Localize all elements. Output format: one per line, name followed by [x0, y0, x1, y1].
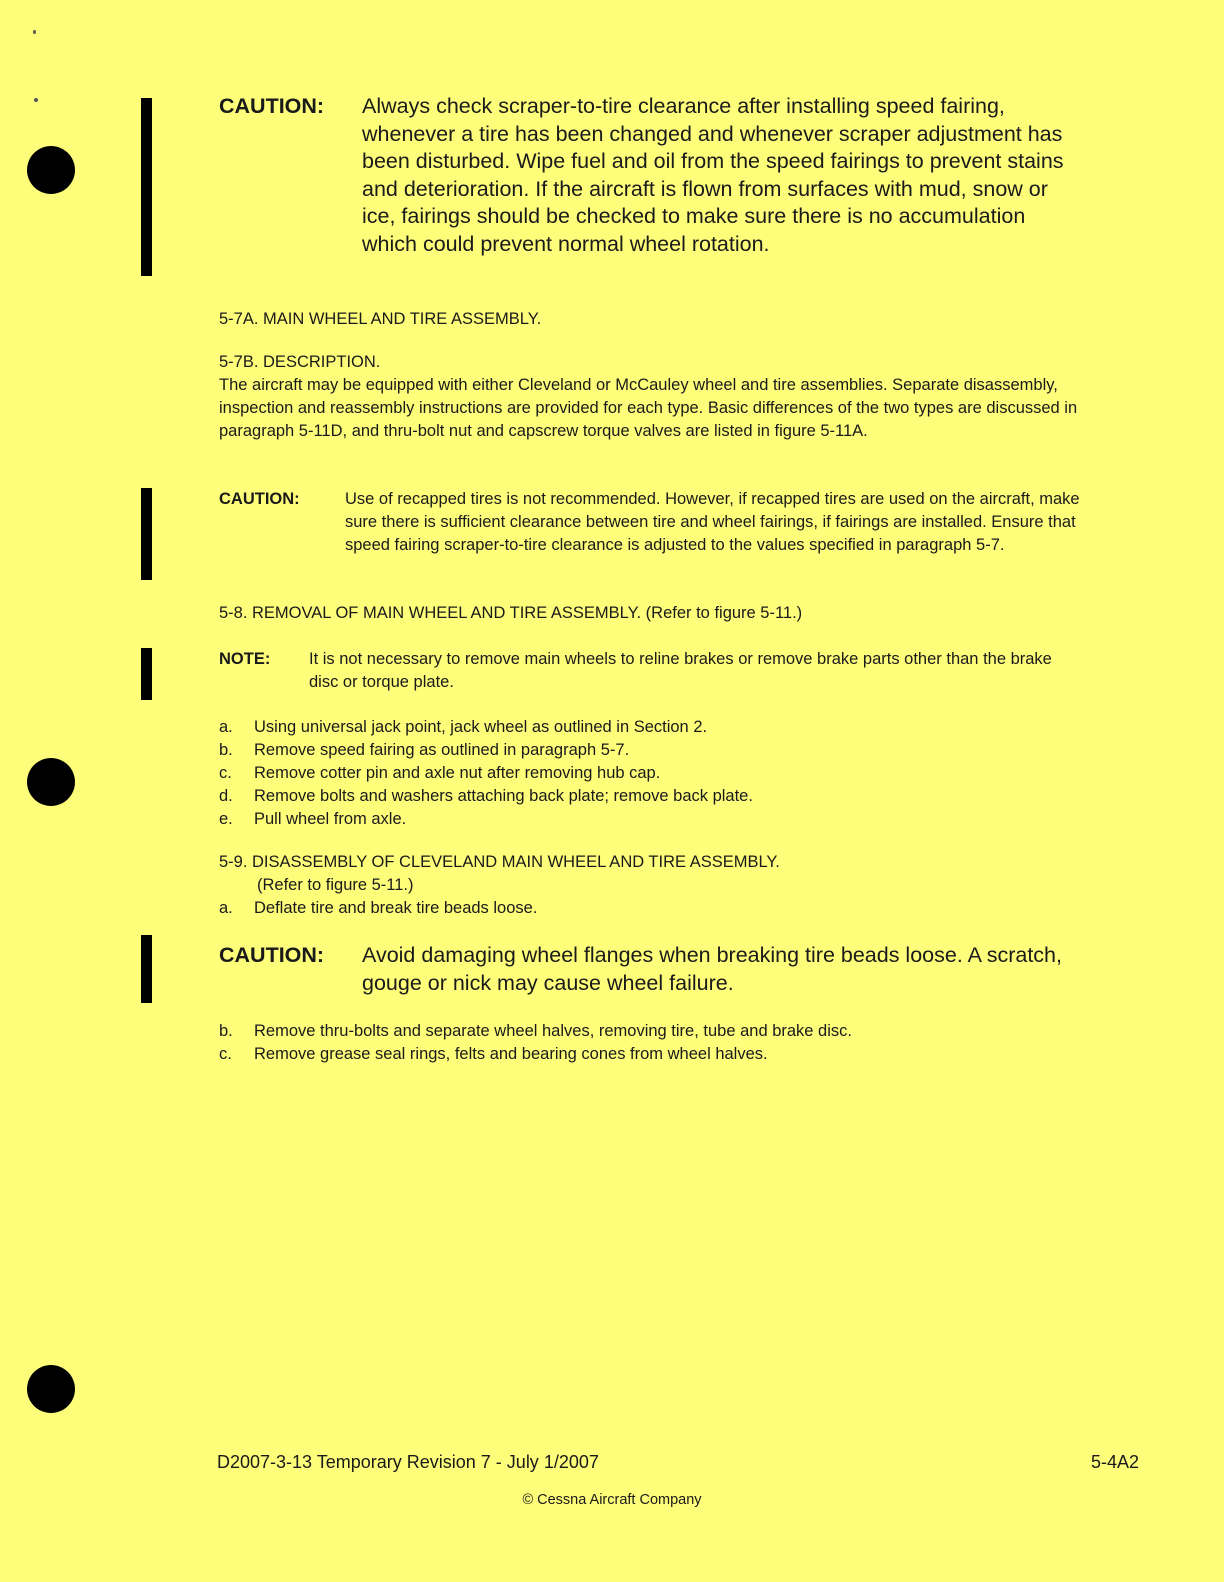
binder-hole-bottom — [27, 1365, 75, 1413]
section-subheading-5-9: (Refer to figure 5-11.) — [257, 876, 414, 894]
list-item — [219, 1043, 852, 1066]
section-heading-5-7a: 5-7A. MAIN WHEEL AND TIRE ASSEMBLY. — [219, 310, 542, 328]
list-item — [219, 1020, 852, 1043]
step-letter: c. — [219, 1045, 232, 1063]
revision-bar — [141, 98, 152, 276]
list-item — [219, 785, 753, 808]
binder-hole-top — [27, 146, 75, 194]
section-heading-5-7b: 5-7B. DESCRIPTION. — [219, 353, 381, 371]
footer-page-number: 5-4A2 — [1091, 1452, 1140, 1472]
section-heading-5-8: 5-8. REMOVAL OF MAIN WHEEL AND TIRE ASSEMBLY. (Refer to figure 5-11.) — [219, 604, 803, 622]
caution-block-speed-fairing — [219, 93, 1082, 258]
step-text: Remove grease seal rings, felts and bearing cones from wheel halves. — [254, 1045, 768, 1063]
footer-copyright: © Cessna Aircraft Company — [522, 1492, 702, 1508]
revision-bar — [141, 935, 152, 1003]
note-text: It is not necessary to remove main wheels to reline brakes or remove brake parts other than the brake disc or torque plate. — [309, 650, 1052, 691]
step-letter: d. — [219, 787, 233, 805]
step-letter: e. — [219, 810, 233, 828]
caution-block-wheel-flanges — [219, 942, 1082, 997]
step-text: Remove thru-bolts and separate wheel halves, removing tire, tube and brake disc. — [254, 1022, 852, 1040]
step-letter: a. — [219, 718, 233, 736]
section-5-9 — [219, 851, 780, 920]
section-5-7b — [219, 351, 1089, 443]
list-item — [219, 808, 753, 831]
list-item — [219, 739, 753, 762]
section-heading-5-9: 5-9. DISASSEMBLY OF CLEVELAND MAIN WHEEL AND TIRE ASSEMBLY. — [219, 853, 780, 871]
step-text: Pull wheel from axle. — [254, 810, 407, 828]
list-item — [219, 716, 753, 739]
scan-speck — [34, 98, 38, 102]
step-letter: b. — [219, 1022, 233, 1040]
step-letter: a. — [219, 899, 233, 917]
revision-bar — [141, 648, 152, 700]
scan-speck — [33, 30, 36, 34]
caution-label: CAUTION: — [219, 490, 300, 508]
step-letter: c. — [219, 764, 232, 782]
footer-document-revision: D2007-3-13 Temporary Revision 7 - July 1/2007 — [217, 1452, 599, 1472]
caution-block-recapped-tires — [219, 488, 1080, 557]
disassembly-step-list — [219, 1020, 852, 1066]
note-block — [219, 648, 1079, 694]
revision-bar — [141, 488, 152, 580]
caution-label: CAUTION: — [219, 943, 325, 967]
caution-label: CAUTION: — [219, 94, 325, 118]
caution-text: Avoid damaging wheel flanges when breaking tire beads loose. A scratch, gouge or nick may cause wheel failure. — [362, 943, 1062, 995]
step-letter: b. — [219, 741, 233, 759]
note-label: NOTE: — [219, 650, 271, 668]
step-text: Deflate tire and break tire beads loose. — [254, 899, 538, 917]
binder-hole-middle — [27, 758, 75, 806]
step-text: Remove speed fairing as outlined in paragraph 5-7. — [254, 741, 630, 759]
list-item — [219, 762, 753, 785]
caution-text: Use of recapped tires is not recommended. However, if recapped tires are used on the aircraft, make sure there is sufficient clearance between tire and wheel fairings, if fairings are installed. Ensure that speed fairing scraper-to-tire clearance is adjusted to the values specified in paragraph 5-7. — [345, 490, 1080, 554]
step-text: Using universal jack point, jack wheel as outlined in Section 2. — [254, 718, 708, 736]
section-body-5-7b: The aircraft may be equipped with either Cleveland or McCauley wheel and tire assemblies. Separate disassembly, inspection and reassembly instructions are provided for each type. Basic differences of the two types are discussed in paragraph 5-11D, and thru-bolt nut and capscrew torque valves are listed in figure 5-11A. — [219, 376, 1078, 440]
caution-text: Always check scraper-to-tire clearance after installing speed fairing, whenever a tire has been changed and whenever scraper adjustment has been disturbed. Wipe fuel and oil from the speed fairings to prevent stains and deterioration. If the aircraft is flown from surfaces with mud, snow or ice, fairings should be checked to make sure there is no accumulation which could prevent normal wheel rotation. — [362, 94, 1064, 256]
list-item — [219, 897, 780, 920]
removal-step-list — [219, 716, 753, 831]
step-text: Remove bolts and washers attaching back plate; remove back plate. — [254, 787, 753, 805]
step-text: Remove cotter pin and axle nut after removing hub cap. — [254, 764, 661, 782]
